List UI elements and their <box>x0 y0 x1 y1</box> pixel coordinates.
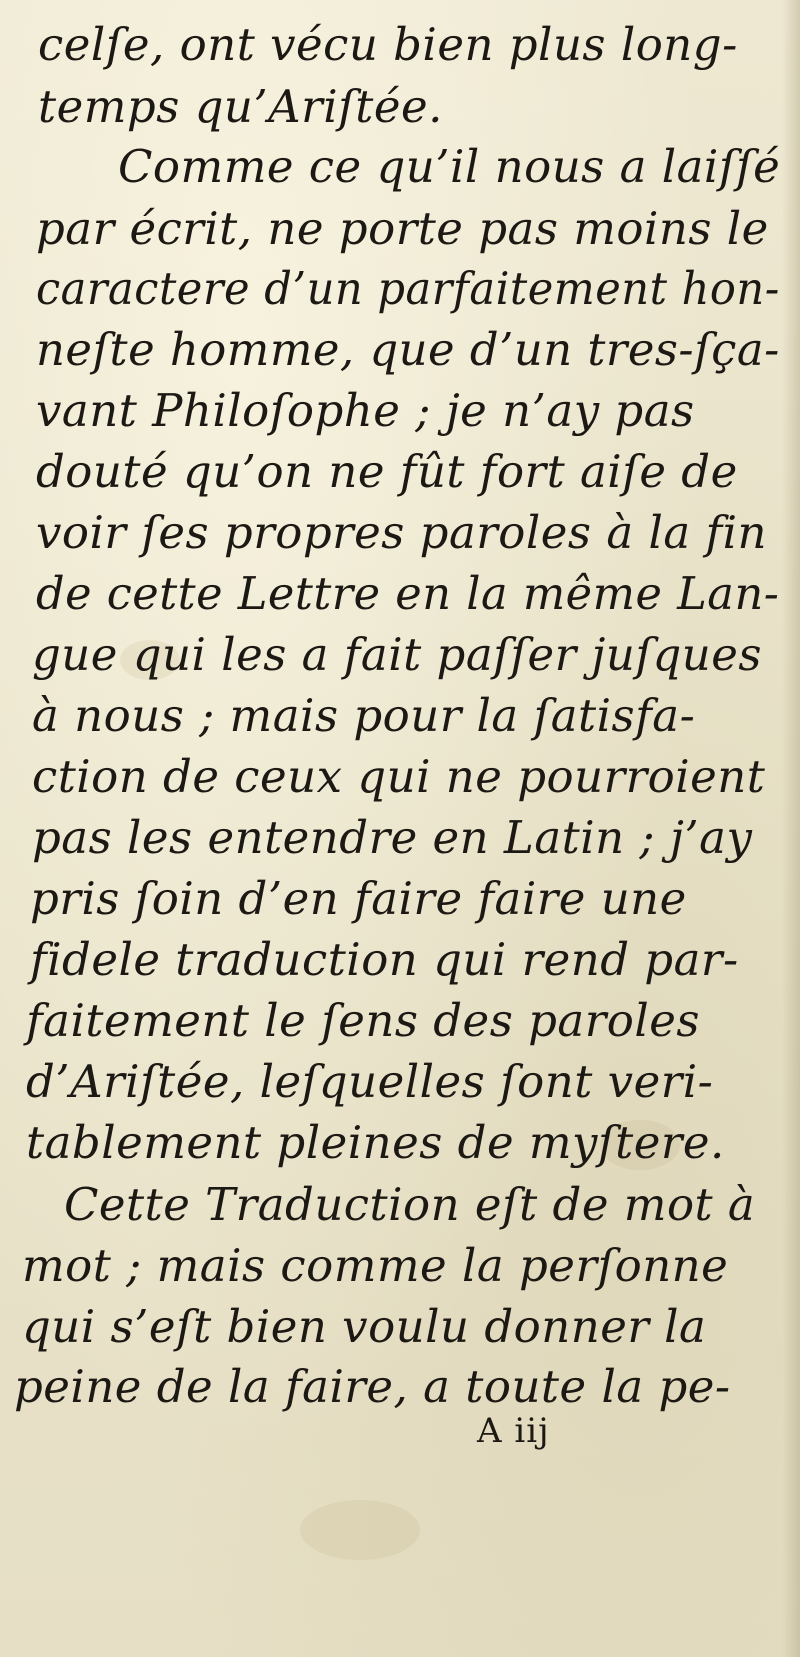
text-line: d’Ariſtée, leſquelles ſont veri- <box>26 1055 714 1108</box>
text-line: vant Philoſophe ; je n’ay pas <box>36 384 695 437</box>
text-line: caractere d’un parfaitement hon- <box>36 262 780 315</box>
text-line: voir ſes propres paroles à la fin <box>36 506 768 559</box>
signature-mark: A iij <box>477 1411 550 1451</box>
text-line: Comme ce qu’il nous a laiſſé <box>118 140 781 193</box>
text-line: celſe, ont vécu bien plus long- <box>38 18 738 71</box>
text-line: qui s’eſt bien voulu donner la <box>22 1300 707 1353</box>
text-line: temps qu’Ariſtée. <box>38 80 443 133</box>
text-line: fidele traduction qui rend par- <box>30 933 739 986</box>
text-line: à nous ; mais pour la ſatisfa- <box>32 689 696 742</box>
text-line: pas les entendre en Latin ; j’ay <box>32 811 753 864</box>
text-line: par écrit, ne porte pas moins le <box>36 202 769 255</box>
text-line: gue qui les a fait paſſer juſques <box>32 628 763 681</box>
text-line: peine de la faire, a toute la pe- <box>14 1360 731 1413</box>
text-line: mot ; mais comme la perſonne <box>22 1239 729 1292</box>
text-line: tablement pleines de myſtere. <box>26 1116 725 1169</box>
text-line: neſte homme, que d’un tres-ſça- <box>36 323 780 376</box>
text-line: douté qu’on ne fût fort aiſe de <box>36 445 738 498</box>
text-line: faitement le ſens des paroles <box>26 994 700 1047</box>
text-line: ction de ceux qui ne pourroient <box>32 750 766 803</box>
text-line: pris ſoin d’en faire faire une <box>30 872 687 925</box>
text-line: Cette Traduction eſt de mot à <box>64 1178 756 1231</box>
text-line: de cette Lettre en la même Lan- <box>36 567 780 620</box>
